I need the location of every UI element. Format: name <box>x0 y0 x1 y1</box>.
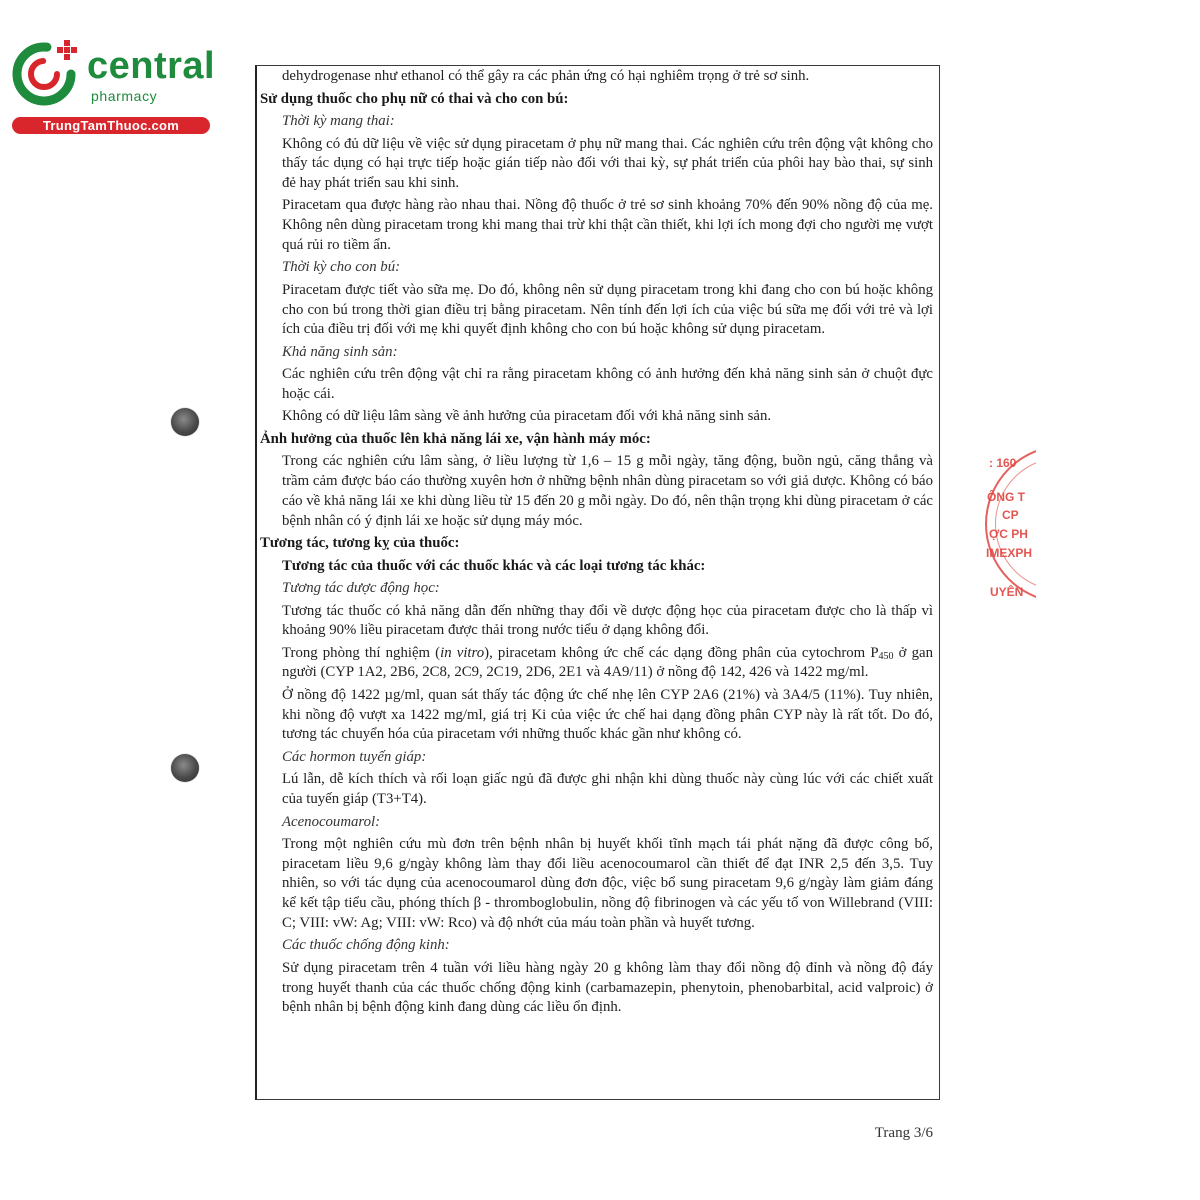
section-heading: Ảnh hưởng của thuốc lên khả năng lái xe, vận hành máy móc: <box>260 430 651 447</box>
paragraph: Trong một nghiên cứu mù đơn trên bệnh nhân bị huyết khối tĩnh mạch tái phát nặng đã được công bố, piracetam liều 9,6 g/ngày không làm thay đổi liều acenocoumarol cần thiết để đạt INR 2,5 đến 3,5. Tuy nhiên, so với tác dụng của acenocoumarol dùng đơn độc, việc bổ sung piracetam 9,6 g/ngày làm giảm đáng kể kết tập tiểu cầu, phóng thích β - thromboglobulin, nồng độ fibrinogen và các yếu tố von Willebrand (VIII: C; VIII: vW: Ag; VIII: vW: Rco) và độ nhớt của máu toàn phần và huyết tương. <box>282 836 933 931</box>
text-run: ở gan người (CYP 1A2, 2B6, 2C8, 2C9, 2C19, 2D6, 2E1 và 4A9/11) ở nồng độ 142, 426 và 1422 mg/ml. <box>282 644 934 681</box>
logo-brand-text: central <box>87 45 216 87</box>
paragraph: Không có đủ dữ liệu về việc sử dụng piracetam ở phụ nữ mang thai. Các nghiên cứu trên động vật không cho thấy tác dụng có hại trực tiếp hoặc gián tiếp nào đối với thai kỳ, sự phát triển của phôi hay bào thai, sự sinh đẻ hay phát triển sau khi sinh. <box>282 135 933 191</box>
subheading: Acenocoumarol: <box>282 813 381 830</box>
paragraph: Lú lẫn, dễ kích thích và rối loạn giấc ngủ đã được ghi nhận khi dùng thuốc này cùng lúc với các chiết xuất của tuyến giáp (T3+T4). <box>282 771 933 808</box>
text-run: Trong phòng thí nghiệm ( <box>282 644 441 661</box>
paragraph: Các nghiên cứu trên động vật chỉ ra rằng piracetam không có ảnh hưởng đến khả năng sinh sản ở chuột đực hoặc cái. <box>282 366 933 402</box>
central-pharmacy-logo <box>0 0 230 140</box>
paragraph: Sử dụng piracetam trên 4 tuần với liều hàng ngày 20 g không làm thay đổi nồng độ đỉnh và nồng độ đáy trong huyết thanh của các thuốc chống động kinh (carbamazepin, phenytoin, phenobarbital, acid valproic) ở bệnh nhân bị bệnh động kinh đang dùng các liều ổn định. <box>282 959 933 1016</box>
document-frame <box>255 65 940 1100</box>
logo-website-badge: TrungTamThuoc.com <box>12 117 210 134</box>
stamp-text: ÔNG T <box>987 490 1025 504</box>
subheading: Thời kỳ mang thai: <box>282 113 395 129</box>
section-subheading: Tương tác của thuốc với các thuốc khác và các loại tương tác khác: <box>282 557 706 574</box>
stamp-text: : 160 <box>989 456 1017 470</box>
pharmacy-cross-c-logo-icon <box>10 36 82 108</box>
paragraph: Piracetam được tiết vào sữa mẹ. Do đó, không nên sử dụng piracetam trong khi đang cho con bú hoặc không cho con bú trong thời gian điều trị bằng piracetam. Nên tính đến lợi ích của việc bú sữa mẹ đối với trẻ và lợi ích của điều trị đối với mẹ khi quyết định không cho con bú hoặc không sử dụng piracetam. <box>282 281 933 338</box>
paragraph: Không có dữ liệu lâm sàng về ảnh hưởng của piracetam đối với khả năng sinh sản. <box>282 408 772 425</box>
text-run-italic: in vitro <box>440 644 485 661</box>
binder-hole <box>171 408 199 436</box>
stamp-text: UYÊN <box>990 585 1024 599</box>
paragraph: Tương tác thuốc có khả năng dẫn đến những thay đổi về dược động học của piracetam được cho là thấp vì khoảng 90% liều piracetam được thải trong nước tiểu ở dạng không đổi. <box>282 602 933 639</box>
stamp-text: ỢC PH <box>989 527 1028 541</box>
stamp-text: IMEXPH <box>986 546 1033 560</box>
paragraph: Piracetam qua được hàng rào nhau thai. Nồng độ thuốc ở trẻ sơ sinh khoảng 70% đến 90% nồng độ của mẹ. Không nên dùng piracetam trong khi mang thai trừ khi thật cần thiết, khi lợi ích mong đợi cho người mẹ vượt quá rủi ro tiềm ẩn. <box>282 197 933 253</box>
stamp-text: CP <box>1002 508 1019 522</box>
section-heading: Sử dụng thuốc cho phụ nữ có thai và cho con bú: <box>260 90 569 107</box>
logo-subtitle: pharmacy <box>91 88 158 104</box>
subheading: Thời kỳ cho con bú: <box>282 259 401 276</box>
paragraph: Ở nồng độ 1422 µg/ml, quan sát thấy tác động ức chế nhẹ lên CYP 2A6 (21%) và 3A4/5 (11%). Tuy nhiên, khi nồng độ vượt xa 1422 mg/ml, giá trị Ki của việc ức chế hai dạng đồng phân CYP này là rất tốt. Do đó, tương tác chuyển hóa của piracetam với những thuốc khác gần như không có. <box>282 686 933 743</box>
section-heading: Tương tác, tương kỵ của thuốc: <box>260 535 460 552</box>
company-stamp <box>983 445 1036 610</box>
binder-hole <box>171 754 199 782</box>
subheading: Tương tác dược động học: <box>282 580 440 597</box>
page-number: Trang 3/6 <box>874 1125 933 1141</box>
subheading: Các hormon tuyến giáp: <box>282 748 427 765</box>
subheading: Khả năng sinh sản: <box>282 343 398 360</box>
text-run: ), piracetam không ức chế các dạng đồng phân của cytochrom P <box>484 644 879 661</box>
paragraph: dehydrogenase như ethanol có thể gây ra các phản ứng có hại nghiêm trọng ở trẻ sơ sinh. <box>282 68 810 84</box>
subscript: 450 <box>878 650 894 662</box>
document-body <box>260 67 933 1018</box>
paragraph <box>282 644 933 683</box>
subheading: Các thuốc chống động kinh: <box>282 937 450 954</box>
paragraph: Trong các nghiên cứu lâm sàng, ở liều lượng từ 1,6 – 15 g mỗi ngày, tăng động, buồn ngủ, căng thẳng và trầm cảm được báo cáo thường xuyên hơn ở những bệnh nhân dùng piracetam so với giả dược. Không có báo cáo về khả năng lái xe khi dùng liều từ 15 đến 20 g mỗi ngày. Do đó, nên thận trọng khi dùng piracetam ở các bệnh nhân có ý định lái xe hoặc sử dụng máy móc. <box>282 453 933 529</box>
